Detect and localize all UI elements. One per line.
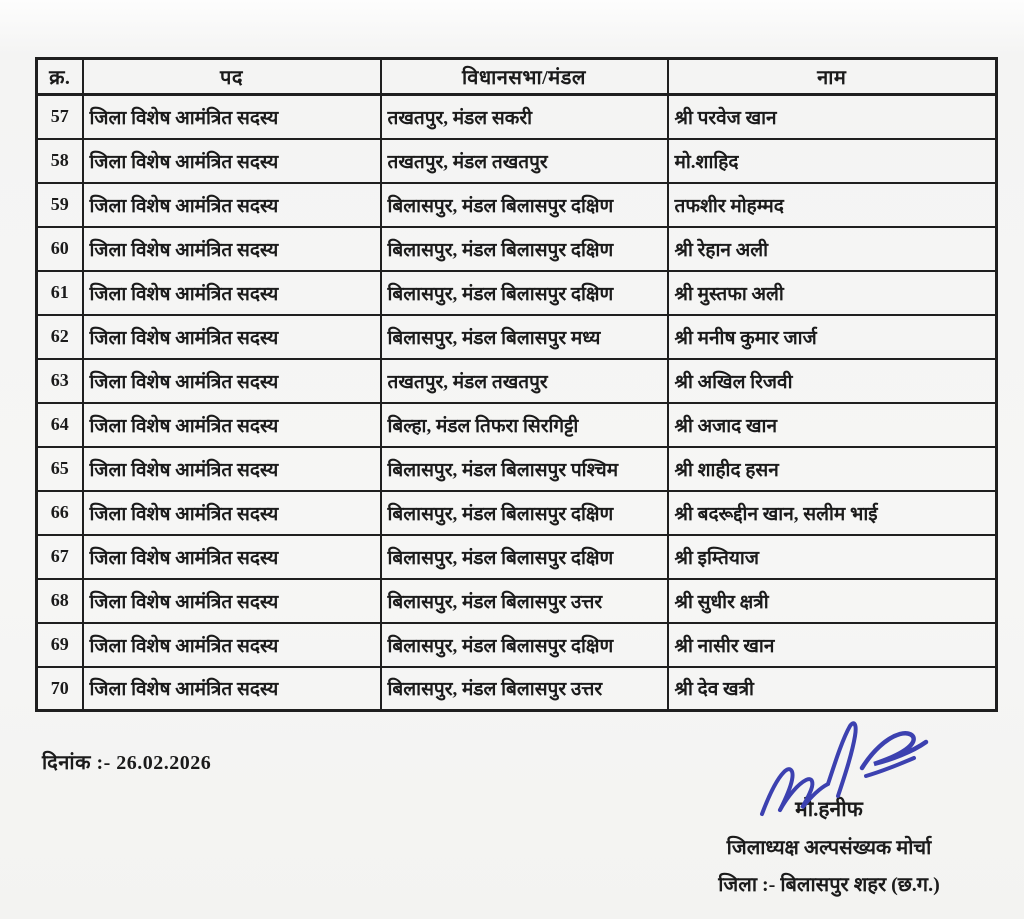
cell-post: जिला विशेष आमंत्रित सदस्य (83, 95, 381, 139)
cell-name: श्री अजाद खान (668, 403, 997, 447)
table-row (37, 95, 997, 139)
cell-division: बिलासपुर, मंडल बिलासपुर दक्षिण (381, 491, 668, 535)
cell-name: श्री देव खत्री (668, 667, 997, 711)
cell-post: जिला विशेष आमंत्रित सदस्य (83, 447, 381, 491)
signature-block (664, 715, 994, 897)
cell-name: श्री मनीष कुमार जार्ज (668, 315, 997, 359)
cell-serial: 62 (37, 315, 83, 359)
cell-name: मो.शाहिद (668, 139, 997, 183)
cell-name: तफशीर मोहम्मद (668, 183, 997, 227)
cell-division: बिलासपुर, मंडल बिलासपुर दक्षिण (381, 183, 668, 227)
cell-post: जिला विशेष आमंत्रित सदस्य (83, 491, 381, 535)
header-post: पद (83, 59, 381, 95)
table-row (37, 227, 997, 271)
cell-serial: 66 (37, 491, 83, 535)
cell-post: जिला विशेष आमंत्रित सदस्य (83, 271, 381, 315)
cell-serial: 57 (37, 95, 83, 139)
cell-post: जिला विशेष आमंत्रित सदस्य (83, 403, 381, 447)
cell-name: श्री मुस्तफा अली (668, 271, 997, 315)
header-serial-number: क्र. (37, 59, 83, 95)
cell-division: बिलासपुर, मंडल बिलासपुर दक्षिण (381, 271, 668, 315)
cell-post: जिला विशेष आमंत्रित सदस्य (83, 139, 381, 183)
table-row (37, 271, 997, 315)
cell-post: जिला विशेष आमंत्रित सदस्य (83, 623, 381, 667)
cell-serial: 63 (37, 359, 83, 403)
cell-name: श्री नासीर खान (668, 623, 997, 667)
date-line: दिनांक :- 26.02.2026 (42, 752, 212, 774)
cell-name: श्री अखिल रिजवी (668, 359, 997, 403)
table-row (37, 403, 997, 447)
table-header-row (37, 59, 997, 95)
cell-post: जिला विशेष आमंत्रित सदस्य (83, 183, 381, 227)
cell-serial: 70 (37, 667, 83, 711)
cell-serial: 59 (37, 183, 83, 227)
members-table (35, 57, 998, 712)
table-row (37, 579, 997, 623)
signatory-district: जिला :- बिलासपुर शहर (छ.ग.) (718, 874, 940, 896)
table-row (37, 623, 997, 667)
signatory-title: जिलाध्यक्ष अल्पसंख्यक मोर्चा (726, 837, 932, 859)
cell-post: जिला विशेष आमंत्रित सदस्य (83, 579, 381, 623)
cell-division: बिलासपुर, मंडल बिलासपुर मध्य (381, 315, 668, 359)
table-row (37, 491, 997, 535)
table-row (37, 359, 997, 403)
signatory-name: मो.हनीफ (795, 797, 863, 821)
cell-division: तखतपुर, मंडल तखतपुर (381, 139, 668, 183)
cell-division: बिल्हा, मंडल तिफरा सिरगिट्टी (381, 403, 668, 447)
cell-division: बिलासपुर, मंडल बिलासपुर उत्तर (381, 667, 668, 711)
cell-serial: 58 (37, 139, 83, 183)
table-row (37, 139, 997, 183)
cell-post: जिला विशेष आमंत्रित सदस्य (83, 359, 381, 403)
cell-name: श्री रेहान अली (668, 227, 997, 271)
cell-division: बिलासपुर, मंडल बिलासपुर पश्चिम (381, 447, 668, 491)
table-row (37, 447, 997, 491)
table-row (37, 183, 997, 227)
cell-serial: 68 (37, 579, 83, 623)
cell-division: बिलासपुर, मंडल बिलासपुर उत्तर (381, 579, 668, 623)
cell-serial: 60 (37, 227, 83, 271)
cell-name: श्री बदरूद्दीन खान, सलीम भाई (668, 491, 997, 535)
cell-name: श्री शाहीद हसन (668, 447, 997, 491)
header-division: विधानसभा/मंडल (381, 59, 668, 95)
cell-post: जिला विशेष आमंत्रित सदस्य (83, 667, 381, 711)
table-row (37, 667, 997, 711)
cell-name: श्री सुधीर क्षत्री (668, 579, 997, 623)
cell-name: श्री इम्तियाज (668, 535, 997, 579)
header-name: नाम (668, 59, 997, 95)
cell-serial: 61 (37, 271, 83, 315)
cell-division: बिलासपुर, मंडल बिलासपुर दक्षिण (381, 227, 668, 271)
cell-division: बिलासपुर, मंडल बिलासपुर दक्षिण (381, 535, 668, 579)
cell-serial: 65 (37, 447, 83, 491)
cell-division: तखतपुर, मंडल तखतपुर (381, 359, 668, 403)
cell-division: बिलासपुर, मंडल बिलासपुर दक्षिण (381, 623, 668, 667)
cell-post: जिला विशेष आमंत्रित सदस्य (83, 315, 381, 359)
cell-name: श्री परवेज खान (668, 95, 997, 139)
cell-serial: 67 (37, 535, 83, 579)
cell-post: जिला विशेष आमंत्रित सदस्य (83, 535, 381, 579)
cell-serial: 69 (37, 623, 83, 667)
cell-serial: 64 (37, 403, 83, 447)
cell-post: जिला विशेष आमंत्रित सदस्य (83, 227, 381, 271)
table-row (37, 315, 997, 359)
cell-division: तखतपुर, मंडल सकरी (381, 95, 668, 139)
table-row (37, 535, 997, 579)
